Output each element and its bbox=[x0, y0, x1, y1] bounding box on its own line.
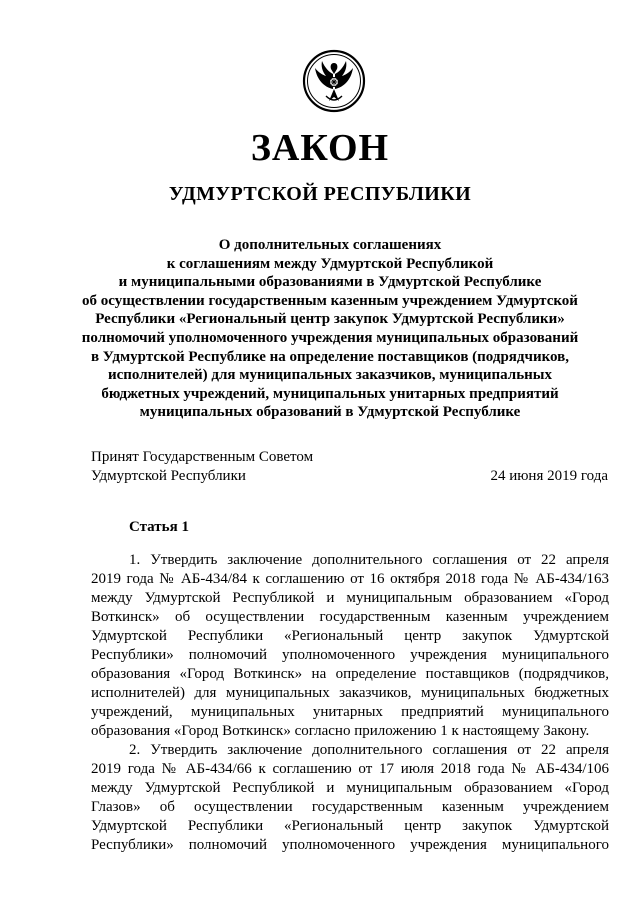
article-line: образования «Город Воткинск» на определение поставщиков (подрядчиков, bbox=[91, 666, 609, 682]
heading-line: в Удмуртской Республике на определение поставщиков (подрядчиков, bbox=[90, 348, 570, 365]
article-line: Удмуртской Республики «Региональный центр закупок Удмуртской bbox=[91, 818, 609, 834]
article-line: учреждений, муниципальных унитарных предприятий муниципального bbox=[91, 704, 609, 720]
article-line: Воткинск» об осуществлении государственным казенным учреждением bbox=[91, 609, 609, 625]
article-title: Статья 1 bbox=[129, 519, 189, 535]
law-heading bbox=[60, 236, 600, 422]
article-line: 2. Утвердить заключение дополнительного соглашения от 22 апреля bbox=[129, 742, 609, 758]
article-line: исполнителей) для муниципальных заказчиков, муниципальных бюджетных bbox=[91, 685, 609, 701]
heading-line: муниципальных образований в Удмуртской Республике bbox=[139, 404, 521, 421]
adoption-line: Принят Государственным Советом bbox=[91, 449, 314, 465]
article-line: 2019 года № АБ-434/84 к соглашению от 16 октября 2018 года № АБ-434/163 bbox=[91, 571, 609, 587]
article-line: между Удмуртской Республикой и муниципальным образованием «Город bbox=[91, 780, 609, 796]
republic-title: УДМУРТСКОЙ РЕСПУБЛИКИ bbox=[168, 183, 472, 205]
article-line: образования «Город Воткинск» согласно приложению 1 к настоящему Закону. bbox=[91, 723, 590, 739]
article-line: Республики» полномочий уполномоченного учреждения муниципального bbox=[91, 647, 609, 663]
heading-line: об осуществлении государственным казенным учреждением Удмуртской bbox=[82, 292, 578, 309]
article-line: 1. Утвердить заключение дополнительного соглашения от 22 апреля bbox=[129, 552, 609, 568]
article-line: Республики» полномочий уполномоченного учреждения муниципального bbox=[91, 837, 609, 853]
heading-line: исполнителей) для муниципальных заказчиков, муниципальных bbox=[107, 367, 553, 384]
coat-of-arms-icon bbox=[302, 49, 366, 113]
article-line: 2019 года № АБ-434/66 к соглашению от 17 июля 2018 года № АБ-434/106 bbox=[91, 761, 609, 777]
law-title: ЗАКОН bbox=[250, 127, 390, 169]
article-line: Удмуртской Республики «Региональный центр закупок Удмуртской bbox=[91, 628, 609, 644]
heading-line: Республики «Региональный центр закупок Удмуртской Республики» bbox=[95, 311, 565, 328]
adoption-line: Удмуртской Республики bbox=[91, 468, 246, 484]
article-line: между Удмуртской Республикой и муниципальным образованием «Город bbox=[91, 590, 609, 606]
heading-line: О дополнительных соглашениях bbox=[218, 237, 442, 253]
heading-line: к соглашениям между Удмуртской Республикой bbox=[166, 255, 494, 272]
heading-line: полномочий уполномоченного учреждения муниципальных образований bbox=[81, 329, 579, 346]
adoption-date: 24 июня 2019 года bbox=[490, 468, 608, 484]
heading-line: бюджетных учреждений, муниципальных унитарных предприятий bbox=[101, 385, 559, 402]
heading-line: и муниципальными образованиями в Удмуртской Республике bbox=[118, 274, 542, 291]
adoption-note bbox=[91, 448, 313, 486]
article-body bbox=[91, 551, 609, 855]
article-line: Глазов» об осуществлении государственным казенным учреждением bbox=[91, 799, 609, 815]
